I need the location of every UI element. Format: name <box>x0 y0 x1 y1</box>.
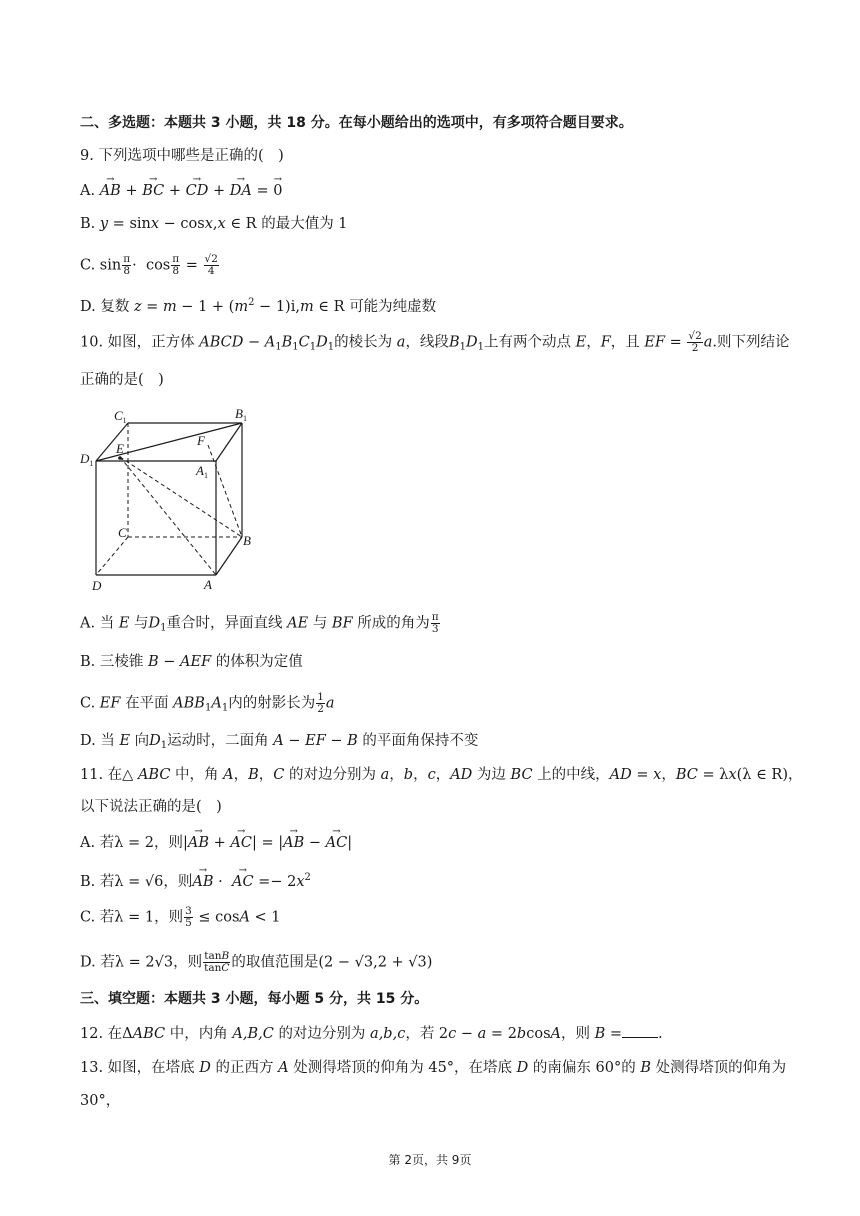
q11-option-c: C. 若λ = 1，则 $\frac{3}{5}$ ≤ cosA < 1 <box>80 905 281 929</box>
label-a1: $A_1$ <box>196 463 208 480</box>
q11-stem: 11. 在△ ABC 中，角 A，B，C 的对边分别为 a，b，c，AD 为边 BC 上的中线，AD = x，BC = λx(λ ∈ R)， <box>80 767 803 783</box>
q13-stem-1: 13. 如图，在塔底 <box>80 1060 195 1076</box>
q12-stem-2: 中，内角 <box>169 1026 228 1042</box>
q10-a-4: 与 <box>312 615 328 632</box>
q10-b-2: 的体积为定值 <box>215 654 303 670</box>
q11-b-1: B. 若λ = <box>80 874 141 890</box>
q10-d-3: 运动时，二面角 <box>167 733 269 749</box>
q9-option-b: B. y = sinx − cosx,x ∈ R 的最大值为 1 <box>80 216 348 232</box>
q10-option-b: B. 三棱锥 B − AEF 的体积为定值 <box>80 654 303 670</box>
q10-stem-4: 上有两个动点 <box>483 334 571 351</box>
q9-option-a: A. → AB + → BC + → CD + → DA = → 0 <box>80 181 282 201</box>
q10-stem-2: 的棱长为 <box>334 334 393 351</box>
q13-stem-2: 的正西方 <box>215 1060 274 1076</box>
q10-b-1: B. 三棱锥 <box>80 654 144 670</box>
q10-a-2: 与 <box>134 615 149 632</box>
label-e: E <box>116 441 124 456</box>
q13-stem: 13. 如图，在塔底 D 的正西方 A 处测得塔顶的仰角为 45°，在塔底 D 的南偏东 60°的 B 处测得塔顶的仰角为 <box>80 1060 787 1076</box>
q12-stem: 12. 在ΔABC 中，内角 A,B,C 的对边分别为 a,b,c，若 2c − a = 2bcosA，则 B = . <box>80 1023 663 1044</box>
dashed-f-b <box>208 445 242 537</box>
point-e <box>118 456 122 460</box>
q10-d-1: D. 当 <box>80 733 115 749</box>
label-c: C <box>118 525 127 540</box>
hidden-edge-c-d <box>96 537 128 575</box>
page-footer: 第 2页，共 9页 <box>388 1153 472 1167</box>
section-2-header: 二、多选题：本题共 3 小题，共 18 分。在每小题给出的选项中，有多项符合题目要求。 <box>80 115 633 131</box>
q10-stem: 10. 如图，正方体 ABCD − $A_1B_1C_1D_1$的棱长为 a，线段$B_1D_1$上有两个动点 E，F，且 EF = $\frac{√2}{2}$ a.则下列结论 <box>80 330 790 354</box>
q10-option-c: C. EF 在平面 $ABB_1A_1$内的射影长为 $\frac{1}{2}$ a <box>80 691 335 715</box>
q11-b-2: ，则 <box>163 874 193 890</box>
q11-option-d: D. 若λ = 2√3，则 $\frac{\tan B}{\tan C}$ 的取值范围是(2 − √3,2 + √3) <box>80 950 433 974</box>
q11-stem-3: 的对边分别为 <box>289 767 377 783</box>
q10-a-1: A. 当 <box>80 615 115 632</box>
label-b1: $B_1$ <box>235 406 247 423</box>
q11-stem-5: 为边 <box>476 767 506 783</box>
q10-stem-3: ，线段 <box>405 334 449 351</box>
q9-b-text: 的最大值为 1 <box>261 216 348 232</box>
q9-b-label: B. <box>80 216 96 232</box>
label-d: D <box>92 578 102 593</box>
q13-stem-line2: 30°， <box>80 1093 121 1109</box>
q12-stem-5: ，则 <box>561 1026 590 1042</box>
dashed-e-b <box>120 457 242 537</box>
q12-answer-blank[interactable] <box>622 1023 658 1038</box>
q9-stem: 9. 下列选项中哪些是正确的( ) <box>80 148 284 164</box>
q9-c-label: C. <box>80 257 96 274</box>
q13-stem-5: 处测得塔顶的仰角为 <box>655 1060 787 1076</box>
q9-option-d: D. 复数 $z = m - 1 + (m^2 - 1)i,m$ ∈ R 可能为纯虚数 <box>80 297 437 315</box>
label-d1: $D_1$ <box>80 451 94 468</box>
q10-stem-line2: 正确的是( ) <box>80 372 164 388</box>
q10-stem-5: ，且 <box>610 334 640 351</box>
q11-stem-4: ， <box>435 767 451 783</box>
q9-d-label: D. 复数 <box>80 299 130 315</box>
q11-option-a: A. 若λ = 2，则|→ AB + → AC| = |→ AB − → AC| <box>80 833 352 853</box>
q12-stem-4: ，若 <box>405 1026 435 1042</box>
q9-a-label: A. <box>80 183 96 199</box>
q12-stem-3: 的对边分别为 <box>278 1026 366 1042</box>
q11-a-1: A. 若λ = 2，则 <box>80 835 183 851</box>
label-a: A <box>204 577 212 592</box>
q11-d-1: D. 若λ = 2 <box>80 954 155 971</box>
q11-c-1: C. 若λ = 1，则 <box>80 909 184 926</box>
q11-stem-6: 上的中线， <box>537 767 610 783</box>
q10-c-1: C. <box>80 695 96 712</box>
q12-stem-1: 12. 在 <box>80 1026 123 1042</box>
q11-d-2: ，则 <box>173 954 203 971</box>
label-b: B <box>243 533 251 548</box>
q10-a-5: 所成的角为 <box>357 615 430 632</box>
q10-c-2: 在平面 <box>125 695 169 712</box>
q9-option-c: C. sin $\frac{\pi}{8}$ · cos $\frac{\pi}{8}$ = $\frac{√2}{4}$ <box>80 253 218 277</box>
q10-a-3: 重合时，异面直线 <box>166 615 283 632</box>
q9-d-text: 可能为纯虚数 <box>349 299 437 315</box>
q13-stem-3: 处测得塔顶的仰角为 45°，在塔底 <box>293 1060 513 1076</box>
label-c1: $C_1$ <box>114 408 127 425</box>
q10-option-a: A. 当 E 与$D_1$重合时，异面直线 AE 与 BF 所成的角为 $\frac{\pi}{3}$ <box>80 611 439 635</box>
q10-stem-1: 10. 如图，正方体 <box>80 334 195 351</box>
edge-b-a <box>216 537 242 575</box>
q10-d-2: 向 <box>134 733 150 749</box>
label-f: F <box>197 433 205 448</box>
q10-stem-6: .则下列结论 <box>712 334 790 351</box>
q11-stem-1: 11. 在△ <box>80 767 134 783</box>
q11-stem-2: 中，角 <box>175 767 219 783</box>
q10-d-4: 的平面角保持不变 <box>362 733 479 749</box>
q11-option-b: B. 若λ = √6，则→ AB · → AC =− $2x^2$ <box>80 868 311 892</box>
q12-stem-6: . <box>658 1026 663 1042</box>
q11-stem-line2: 以下说法正确的是( ) <box>80 799 222 815</box>
section-3-header: 三、填空题：本题共 3 小题，每小题 5 分，共 15 分。 <box>80 991 429 1007</box>
q13-stem-4: 的南偏东 60°的 <box>532 1060 636 1076</box>
cube-figure <box>80 405 260 595</box>
q10-option-d: D. 当 E 向$D_1$运动时，二面角 A − EF − B 的平面角保持不变 <box>80 733 479 751</box>
q10-c-3: 内的射影长为 <box>228 695 316 712</box>
q11-d-3: 的取值范围是 <box>231 954 319 971</box>
